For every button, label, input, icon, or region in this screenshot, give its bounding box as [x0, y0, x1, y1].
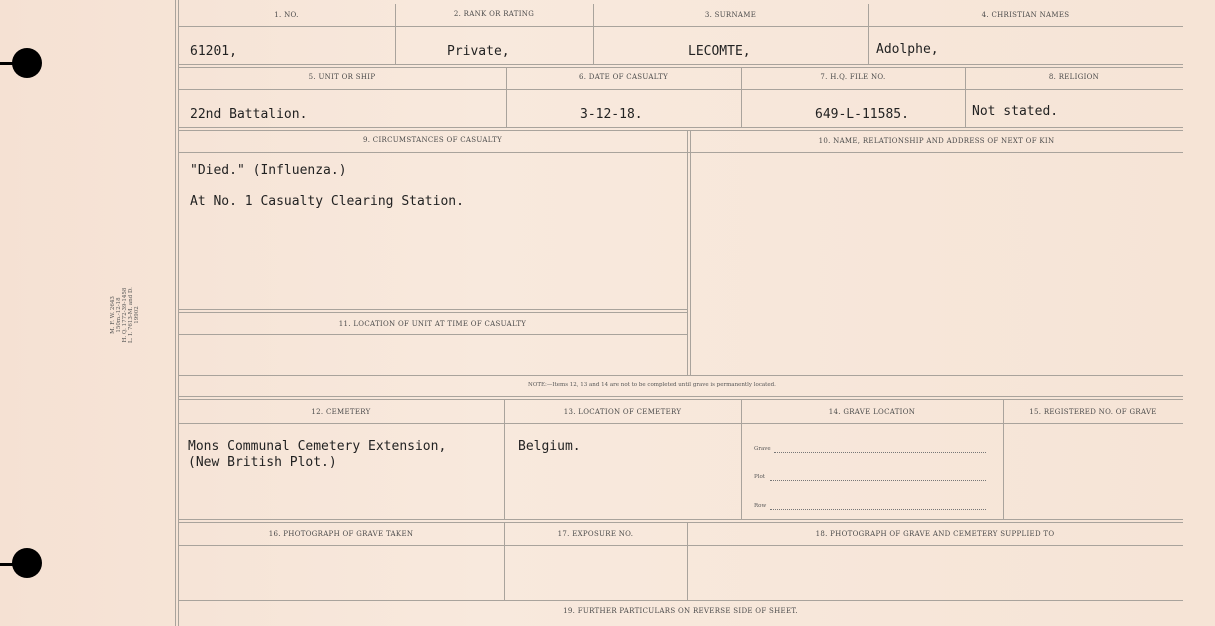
value-cemetery-location: Belgium.: [518, 439, 581, 454]
label-grave: Grave: [754, 446, 771, 452]
value-cemetery-line1: Mons Communal Cemetery Extension,: [188, 439, 447, 454]
label-row: Row: [754, 503, 767, 509]
value-surname: LECOMTE,: [688, 44, 751, 59]
printer-note: M. F. W. 2643 150m.-12-18 H. Q. 1772-39-1458 L. I. 7613-M. and D. 19902: [110, 287, 140, 343]
label-christian-names: 4. CHRISTIAN NAMES: [981, 11, 1070, 19]
label-exposure-no: 17. EXPOSURE NO.: [557, 530, 634, 538]
value-rank: Private,: [447, 44, 510, 59]
label-surname: 3. SURNAME: [704, 11, 757, 19]
binder-hole-bottom: [12, 548, 42, 578]
label-grave-location: 14. GRAVE LOCATION: [828, 408, 916, 416]
value-no: 61201,: [190, 44, 237, 59]
label-no: 1. NO.: [274, 11, 299, 19]
note-items-12-14: NOTE:—Items 12, 13 and 14 are not to be completed until grave is permanently located.: [528, 382, 776, 388]
plot-line: [770, 480, 986, 481]
value-date: 3-12-18.: [580, 107, 643, 122]
binder-hole-top: [12, 48, 42, 78]
label-date-of-casualty: 6. DATE OF CASUALTY: [578, 73, 669, 81]
row-line: [770, 509, 986, 510]
label-further-particulars: 19. FURTHER PARTICULARS ON REVERSE SIDE OF SHEET.: [563, 607, 798, 615]
value-hq-file: 649-L-11585.: [815, 107, 909, 122]
label-photograph-taken: 16. PHOTOGRAPH OF GRAVE TAKEN: [268, 530, 414, 538]
value-christian-names: Adolphe,: [876, 42, 939, 57]
label-circumstances: 9. CIRCUMSTANCES OF CASUALTY: [362, 136, 502, 144]
value-circumstances-line1: "Died." (Influenza.): [190, 163, 347, 178]
label-plot: Plot: [754, 474, 765, 480]
label-registered-no: 15. REGISTERED NO. OF GRAVE: [1029, 408, 1157, 416]
grave-line: [774, 452, 986, 453]
label-unit: 5. UNIT OR SHIP: [308, 73, 376, 81]
value-cemetery-line2: (New British Plot.): [188, 455, 337, 470]
label-location-of-unit: 11. LOCATION OF UNIT AT TIME OF CASUALTY: [338, 320, 527, 328]
value-religion: Not stated.: [972, 104, 1059, 119]
label-religion: 8. RELIGION: [1048, 73, 1100, 81]
value-circumstances-line2: At No. 1 Casualty Clearing Station.: [190, 194, 464, 209]
label-rank: 2. RANK OR RATING: [453, 10, 535, 18]
label-hq-file: 7. H.Q. FILE NO.: [820, 73, 886, 81]
label-location-of-cemetery: 13. LOCATION OF CEMETERY: [563, 408, 682, 416]
label-next-of-kin: 10. NAME, RELATIONSHIP AND ADDRESS OF NEXT OF KIN: [818, 137, 1055, 145]
label-cemetery: 12. CEMETERY: [311, 408, 371, 416]
value-unit: 22nd Battalion.: [190, 107, 308, 122]
label-photograph-supplied: 18. PHOTOGRAPH OF GRAVE AND CEMETERY SUPPLIED TO: [815, 530, 1055, 538]
